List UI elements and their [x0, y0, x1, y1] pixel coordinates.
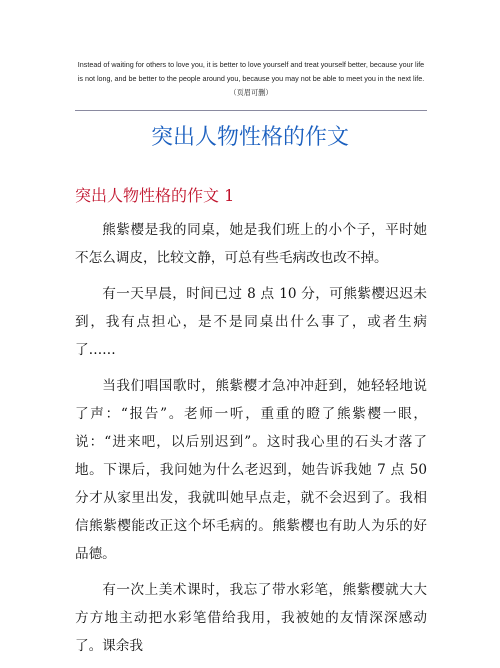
- paragraph: 有一天早晨，时间已过 8 点 10 分，可熊紫樱迟迟未到，我有点担心，是不是同桌出什么事了，或者生病了……: [75, 286, 427, 358]
- document-title: 突出人物性格的作文: [150, 125, 349, 150]
- paragraph: 有一次上美术课时，我忘了带水彩笔，熊紫樱就大大方方地主动把水彩笔借给我用，我被她的友情深深感动了。课余我: [75, 582, 427, 654]
- section-title: 突出人物性格的作文 1: [75, 186, 235, 205]
- header-divider: [75, 110, 427, 111]
- body-text: [75, 216, 427, 668]
- paragraph: 当我们唱国歌时，熊紫樱才急冲冲赶到，她轻轻地说了声：“报告”。老师一听，重重的瞪了熊紫樱一眼，说：“进来吧，以后别迟到”。这时我心里的石头才落了地。下课后，我问她为什么老迟到，她告诉我她 7 点 50 分才从家里出发，我就叫她早点走，就不会迟到了。我相信熊紫樱能改正这个坏毛病的。熊紫樱也有助人为乐的好品德。: [75, 378, 427, 562]
- page-header-note: Instead of waiting for others to love you, it is better to love yourself and treat yourself better, because your life is not long, and be better to the people around you, because you may not be able to meet you in the next life.（页眉可删）: [77, 60, 425, 97]
- paragraph: 熊紫樱是我的同桌，她是我们班上的小个子，平时她不怎么调皮，比较文静，可总有些毛病改也改不掉。: [75, 222, 427, 266]
